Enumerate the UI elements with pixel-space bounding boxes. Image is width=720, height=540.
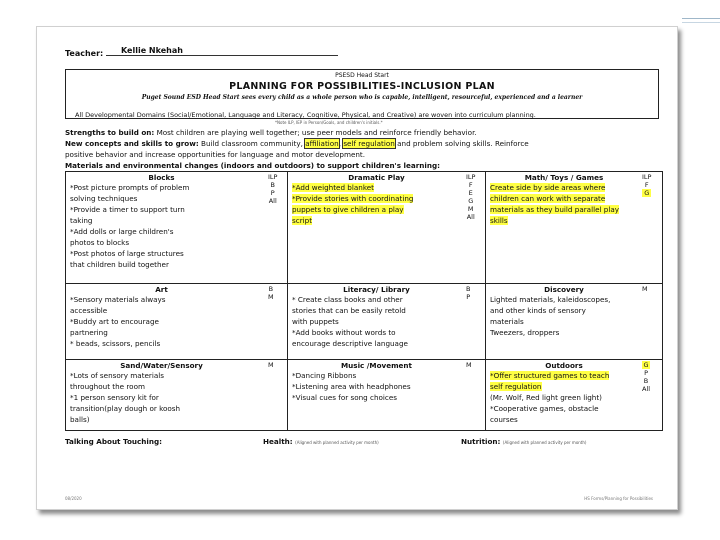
domains-statement: All Developmental Domains (Social/Emotional, Language and Literacy, Cognitive, Physical, and Creative) are woven into curriculum planning. — [75, 111, 536, 119]
health-field — [263, 437, 379, 446]
cell-title-discovery: Discovery — [544, 285, 584, 294]
decorative-line — [682, 18, 720, 19]
strengths-text: Most children are playing well together; use peer models and reinforce friendly behavior. — [156, 128, 477, 137]
nutrition-field — [461, 437, 586, 446]
ilp-code: M — [466, 361, 472, 369]
ilp-code: B — [268, 285, 274, 293]
cell-dramatic-play — [288, 172, 486, 284]
footer-form-name: HS Forms/Planning for Possibilities — [584, 496, 653, 501]
list-item: Lighted materials, kaleidoscopes, — [490, 295, 611, 304]
list-item: accessible — [70, 306, 108, 315]
strengths-label: Strengths to build on: — [65, 128, 155, 137]
list-item: with puppets — [292, 317, 339, 326]
list-item: *Cooperative games, obstacle — [490, 404, 599, 413]
centers-grid — [65, 171, 663, 431]
ilp-codes — [642, 361, 650, 393]
list-item: (Mr. Wolf, Red light green light) — [490, 393, 602, 402]
ilp-code: P — [270, 189, 275, 197]
list-item: *Add books without words to — [292, 328, 396, 337]
ilp-code: B — [643, 377, 649, 385]
list-item: materials — [490, 317, 524, 326]
list-item: * beads, scissors, pencils — [70, 339, 161, 348]
cell-blocks — [66, 172, 288, 284]
list-item: Create side by side areas where — [490, 183, 606, 192]
list-item: *Add weighted blanket — [292, 183, 374, 192]
cell-literacy-library — [288, 284, 486, 360]
math-list — [490, 182, 619, 226]
ilp-code: G — [468, 197, 474, 205]
ilp-code: M — [268, 293, 274, 301]
ilp-codes — [642, 173, 651, 197]
decorative-line — [682, 22, 720, 23]
ilp-note: *Note ILP, IEP in Person/Goals, and children's initials.* — [275, 120, 383, 125]
ilp-code: ILP — [642, 173, 652, 181]
discovery-list — [490, 294, 610, 338]
list-item: taking — [70, 216, 93, 225]
cell-title-literacy: Literacy/ Library — [343, 285, 410, 294]
list-item: puppets to give children a play — [292, 205, 404, 214]
ilp-code: M — [467, 205, 474, 213]
cell-title-music: Music /Movement — [341, 361, 412, 370]
list-item: courses — [490, 415, 518, 424]
list-item: *Provide stories with coordinating — [292, 194, 414, 203]
teacher-field — [65, 47, 338, 58]
dramatic-list — [292, 182, 413, 226]
list-item: *1 person sensory kit for — [70, 393, 159, 402]
cell-discovery — [486, 284, 662, 360]
comma: , — [338, 139, 342, 148]
ilp-code: P — [644, 369, 648, 377]
sand-list — [70, 370, 180, 425]
list-item: throughout the room — [70, 382, 145, 391]
cell-title-math: Math/ Toys / Games — [524, 173, 604, 182]
ilp-code: ILP — [268, 173, 278, 181]
cell-music-movement — [288, 360, 486, 430]
cell-title-sand: Sand/Water/Sensory — [120, 361, 203, 370]
list-item: *Dancing Ribbons — [292, 371, 357, 380]
blocks-list — [70, 182, 189, 270]
ilp-code: All — [466, 213, 475, 221]
ilp-codes — [268, 173, 277, 205]
list-item: * Create class books and other — [292, 295, 403, 304]
cell-title-art: Art — [155, 285, 168, 294]
cell-math-toys-games — [486, 172, 662, 284]
list-item: Tweezers, droppers — [490, 328, 560, 337]
highlight-affiliation: affiliation — [305, 139, 339, 148]
ilp-codes — [466, 361, 472, 369]
list-item: *Provide a timer to support turn — [70, 205, 185, 214]
nutrition-label: Nutrition: — [461, 437, 501, 446]
ilp-codes — [466, 173, 475, 221]
list-item: *Buddy art to encourage — [70, 317, 159, 326]
ilp-code: B — [270, 181, 275, 189]
mission-statement: Puget Sound ESD Head Start sees every child as a whole person who is capable, intelligent, resourceful, experienced and a learner — [141, 94, 583, 101]
new-concepts-text: Build classroom community, — [201, 139, 303, 148]
list-item: solving techniques — [70, 194, 138, 203]
list-item: self regulation — [490, 382, 542, 391]
outdoors-list — [490, 370, 609, 425]
talking-about-touching: Talking About Touching: — [65, 437, 162, 446]
literacy-list — [292, 294, 408, 349]
cell-sand-water-sensory — [66, 360, 288, 430]
goals-section — [65, 127, 660, 171]
cell-title-dramatic: Dramatic Play — [348, 173, 405, 182]
list-item: and other kinds of sensory — [490, 306, 586, 315]
music-list — [292, 370, 411, 403]
list-item: stories that can be easily retold — [292, 306, 406, 315]
ilp-code: ILP — [466, 173, 476, 181]
list-item: that children build together — [70, 260, 169, 269]
list-item: balls) — [70, 415, 90, 424]
ilp-code: E — [468, 189, 473, 197]
ilp-codes — [268, 285, 274, 301]
art-list — [70, 294, 165, 349]
ilp-codes — [642, 285, 648, 293]
list-item: *Listening area with headphones — [292, 382, 411, 391]
ilp-code: All — [268, 197, 277, 205]
ilp-codes — [466, 285, 470, 301]
org-name: PSESD Head Start — [335, 72, 389, 79]
cell-title-outdoors: Outdoors — [545, 361, 583, 370]
planning-document — [36, 26, 678, 510]
ilp-codes — [268, 361, 274, 369]
materials-label: Materials and environmental changes (indoors and outdoors) to support children's learning: — [65, 161, 440, 170]
cell-art — [66, 284, 288, 360]
ilp-code: P — [466, 293, 471, 301]
list-item: children can work with separate — [490, 194, 606, 203]
list-item: *Lots of sensory materials — [70, 371, 165, 380]
ilp-code: F — [644, 181, 649, 189]
list-item: photos to blocks — [70, 238, 130, 247]
health-subtext: (Aligned with planned activity per month) — [295, 440, 379, 445]
list-item: encourage descriptive language — [292, 339, 408, 348]
new-concepts-text-cont: and problem solving skills. Reinforce — [397, 139, 529, 148]
list-item: *Add dolls or large children's — [70, 227, 174, 236]
ilp-code: G — [643, 361, 649, 369]
ilp-code: F — [468, 181, 473, 189]
ilp-code: G — [642, 189, 651, 197]
health-label: Health: — [263, 437, 293, 446]
teacher-name: Kellie Nkehah — [121, 46, 183, 55]
list-item: partnering — [70, 328, 108, 337]
ilp-code: All — [642, 385, 651, 393]
cell-outdoors — [486, 360, 662, 430]
ilp-code: M — [268, 361, 274, 369]
plan-title: PLANNING FOR POSSIBILITIES-INCLUSION PLAN — [229, 81, 495, 92]
nutrition-subtext: (Aligned with planned activity per month) — [502, 440, 587, 445]
highlight-self-regulation: self regulation — [343, 139, 395, 148]
ilp-code: M — [642, 285, 648, 293]
list-item: *Visual cues for song choices — [292, 393, 398, 402]
list-item: script — [292, 216, 313, 225]
teacher-label: Teacher: — [65, 49, 104, 58]
list-item: *Sensory materials always — [70, 295, 166, 304]
list-item: transition(play dough or koosh — [70, 404, 181, 413]
cell-title-blocks: Blocks — [148, 173, 175, 182]
list-item: *Post picture prompts of problem — [70, 183, 190, 192]
list-item: materials as they build parallel play — [490, 205, 619, 214]
ilp-code: B — [466, 285, 471, 293]
list-item: skills — [490, 216, 508, 225]
new-concepts-line2: positive behavior and increase opportunities for language and motor development. — [65, 150, 366, 159]
new-concepts-label: New concepts and skills to grow: — [65, 139, 199, 148]
footer-date: 08/2020 — [65, 496, 82, 501]
list-item: *Post photos of large structures — [70, 249, 184, 258]
list-item: *Offer structured games to teach — [490, 371, 610, 380]
